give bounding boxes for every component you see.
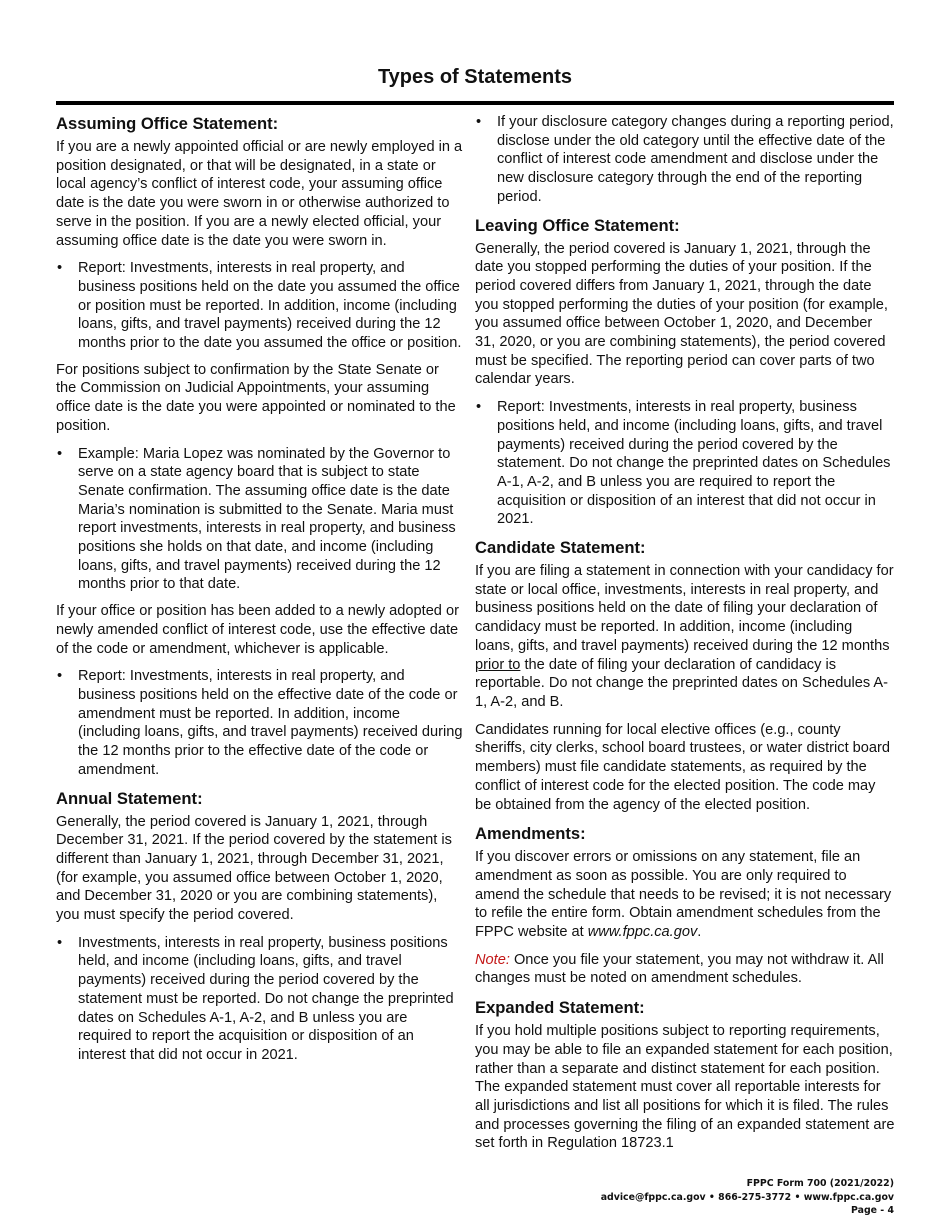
amendments-text-after: . (697, 924, 702, 941)
expanded-statement-paragraph: If you hold multiple positions subject to reporting requirements, you may be able to file an expanded statement for each position, rather than a separate and distinct statement for each position. The expanded statement must cover all reportable interests for all jurisdictions and list all positions for which it is filed. The rules and processes governing the filing of an expanded statement are set forth in Regulation 18723.1 (475, 1023, 895, 1152)
annual-statement-bullets (56, 934, 463, 1065)
candidate-statement-heading: Candidate Statement: (475, 538, 646, 558)
candidate-statement-paragraph-1 (475, 562, 895, 712)
amendments-heading: Amendments: (475, 824, 586, 844)
leaving-office-bullets (475, 398, 895, 529)
assuming-office-paragraph-2: For positions subject to confirmation by the State Senate or the Commission on Judicial Appointments, your assuming office date is the date you were appointed or nominated to the position. (56, 361, 456, 434)
left-column (56, 113, 463, 1073)
annual-statement-bullet-category: • If your disclosure category changes during a reporting period, disclose under the old category until the effective date of the conflict of interest code amendment and disclose under the new disclosure category through the end of the reporting period. (475, 113, 895, 207)
leaving-office-bullet-report: • Report: Investments, interests in real property, business positions held, and income (including loans, gifts, and travel payments) received during the period covered by the statement. Do not change the preprinted dates on Schedules A-1, A-2, and B unless you are required to report the acquisition or disposition of an interest that did not occur in 2021. (475, 398, 895, 529)
amendments-text-before: If you discover errors or omissions on any statement, file an amendment as soon as possible. You are only required to amend the schedule that needs to be revised; it is not necessary to refile the entire form. Obtain amendment schedules from the FPPC website at (475, 849, 892, 941)
assuming-office-bullets-2 (56, 445, 463, 595)
candidate-text-after: the date of filing your declaration of candidacy is reportable. Do not change the preprinted dates on Schedules A-1, A-2, and B. (475, 656, 888, 710)
footer-page-number: Page - 4 (851, 1205, 894, 1216)
note-label: Note: (475, 951, 510, 968)
fppc-website-link[interactable]: www.fppc.ca.gov (587, 924, 698, 941)
assuming-office-bullet-code: • Report: Investments, interests in real property, and business positions held on the effective date of the code or amendment must be reported. In addition, income (including loans, gifts, and travel payments) received during the 12 months prior to the effective date of the code or amendment. (56, 667, 463, 779)
page-footer (601, 1177, 894, 1218)
candidate-text-underlined: prior to (475, 656, 521, 673)
leaving-office-heading: Leaving Office Statement: (475, 215, 680, 235)
note-text: Once you file your statement, you may not withdraw it. All changes must be noted on amendment schedules. (475, 951, 884, 987)
candidate-text-before: If you are filing a statement in connection with your candidacy for state or local office, investments, interests in real property, and business positions held on the date of filing your declaration of candidacy must be reported. In addition, income (including loans, gifts, and travel payments) received during the 12 months (475, 563, 894, 654)
footer-form-name: FPPC Form 700 (2021/2022) (746, 1178, 894, 1189)
assuming-office-bullets-1 (56, 259, 463, 353)
assuming-office-heading: Assuming Office Statement: (56, 114, 279, 133)
annual-statement-bullet-investments: • Investments, interests in real property, business positions held, and income (including loans, gifts, and travel payments) received during the period covered by the statement must be reported. Do not change the preprinted dates on Schedules A-1, A-2, and B unless you are required to report the acquisition or disposition of an interest that did not occur in 2021. (56, 934, 463, 1065)
title-divider (56, 101, 894, 105)
annual-statement-heading: Annual Statement: (56, 788, 203, 808)
annual-statement-bullets-continued (475, 113, 895, 207)
amendments-paragraph (475, 848, 895, 942)
candidate-statement-paragraph-2: Candidates running for local elective offices (e.g., county sheriffs, city clerks, school board trustees, or water district board members) must file candidate statements, as required by the conflict of interest code for the elected position. The code may be obtained from the agency of the elected position. (475, 721, 891, 813)
assuming-office-paragraph-1: If you are a newly appointed official or are newly employed in a position designated, or that will be designated, in a state or local agency’s conflict of interest code, your assuming office date is the date you were sworn in or otherwise authorized to serve in the position. If you are a newly elected official, your assuming office date is the date you were sworn in. (56, 139, 463, 249)
assuming-office-paragraph-3: If your office or position has been added to a newly adopted or newly amended conflict of interest code, use the effective date of the code or amendment, whichever is applicable. (56, 603, 459, 657)
assuming-office-bullets-3 (56, 667, 463, 779)
leaving-office-paragraph: Generally, the period covered is January 1, 2021, through the date you stopped performing the duties of your position. If the period covered differs from January 1, 2021, through the date you stopped performing the duties of your position (for example, you assumed office between October 1, 2020, and December 31, 2020, or you are combining statements), the period covered must be specified. The reporting period can cover parts of two calendar years. (475, 240, 888, 388)
right-column (475, 113, 895, 1162)
assuming-office-bullet-example: • Example: Maria Lopez was nominated by the Governor to serve on a state agency board that is subject to state Senate confirmation. The assuming office date is the date Maria’s nomination is submitted to the Senate. Maria must report investments, interests in real property, and business positions she holds on that date, and income (including loans, gifts, and travel payments) received during the 12 months prior to that date. (56, 445, 463, 595)
amendments-note (475, 951, 895, 988)
assuming-office-bullet-report: • Report: Investments, interests in real property, and business positions held on the date you assumed the office or position must be reported. In addition, income (including loans, gifts, and travel payments) received during the 12 months prior to the date you assumed the office or position. (56, 259, 463, 353)
page-title: Types of Statements (377, 66, 573, 88)
annual-statement-paragraph: Generally, the period covered is January 1, 2021, through December 31, 2021. If the period covered by the statement is different than January 1, 2021, through December 31, 2021, (for example, you assumed office between October 1, 2020, and December 31, 2020 or you are combining statements), you must specify the period covered. (56, 813, 452, 924)
footer-contact: advice@fppc.ca.gov • 866-275-3772 • www.fppc.ca.gov (600, 1191, 894, 1203)
expanded-statement-heading: Expanded Statement: (475, 998, 645, 1018)
